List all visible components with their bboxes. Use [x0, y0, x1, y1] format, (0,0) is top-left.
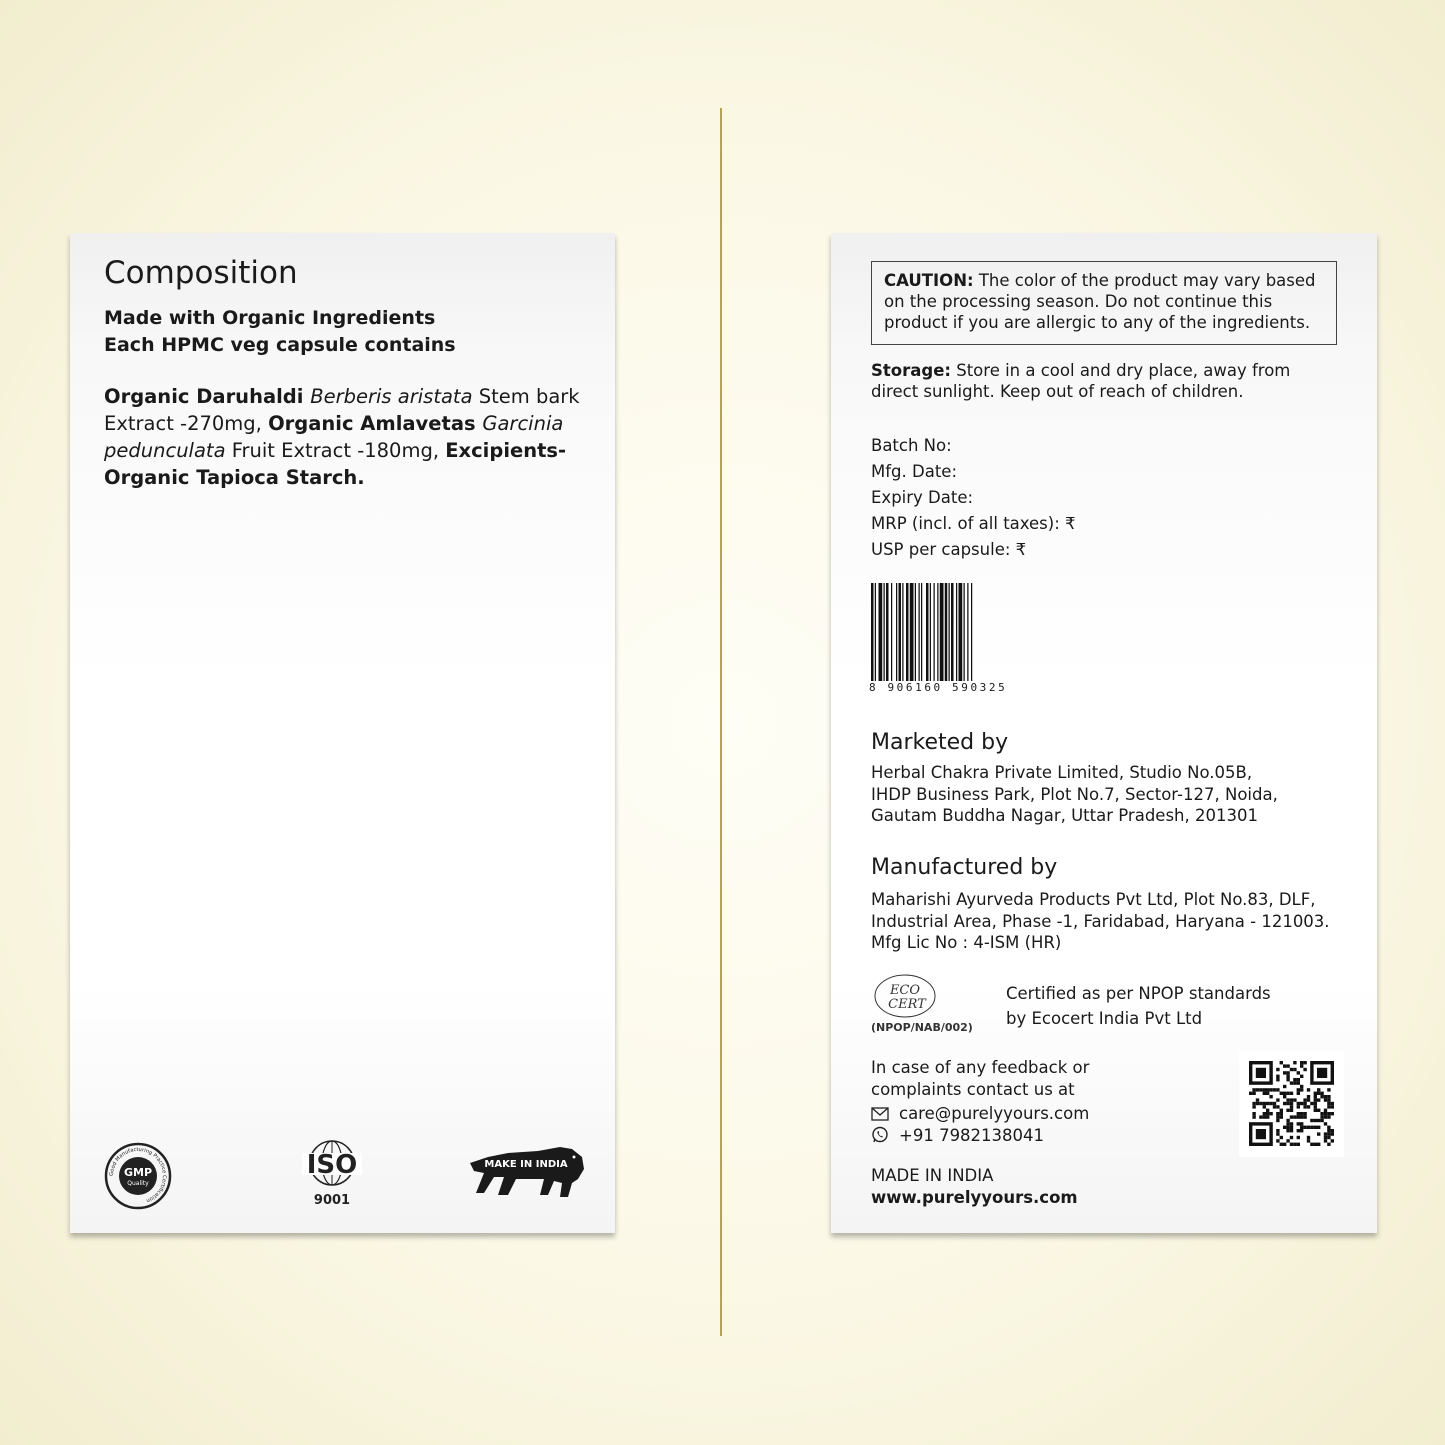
ecocert-logo-text-2: CERT [888, 997, 926, 1012]
barcode-number: 8 906160 590325 [869, 681, 1019, 695]
cert-line-2: by Ecocert India Pvt Ltd [1006, 1009, 1203, 1028]
batch-no: Batch No: [871, 436, 952, 455]
feedback-text [871, 1057, 1089, 1100]
qr-code-icon[interactable] [1239, 1051, 1344, 1157]
cert-line-1: Certified as per NPOP standards [1006, 984, 1271, 1003]
manufactured-line-3: Mfg Lic No : 4-ISM (HR) [871, 933, 1062, 952]
website-link[interactable]: www.purelyyours.com [871, 1188, 1078, 1207]
ecocert-logo-text-1: ECO [889, 983, 921, 998]
ingredient-1-name: Organic Daruhaldi [104, 385, 311, 408]
organic-line: Made with Organic Ingredients [104, 307, 436, 329]
iso-text: ISO [306, 1150, 358, 1180]
marketed-line-1: Herbal Chakra Private Limited, Studio No.05B, [871, 763, 1253, 782]
info-panel [831, 233, 1377, 1233]
usp-per-capsule: USP per capsule: ₹ [871, 540, 1027, 559]
ingredient-1-detail: Stem bark Extract -270mg, [104, 385, 580, 435]
manufactured-by-title: Manufactured by [871, 855, 1058, 880]
storage-label: Storage: [871, 361, 951, 380]
manufactured-by-address [871, 889, 1351, 954]
ingredients-text [104, 383, 589, 491]
phone-row[interactable] [871, 1125, 1089, 1147]
mrp: MRP (incl. of all taxes): ₹ [871, 514, 1076, 533]
gmp-badge-icon [104, 1142, 172, 1210]
feedback-line-2: complaints contact us at [871, 1079, 1075, 1099]
ingredient-1-latin: Berberis aristata [310, 385, 473, 408]
ingredient-2-name: Organic Amlavetas [268, 412, 483, 435]
caution-box [871, 261, 1337, 345]
composition-title: Composition [104, 255, 298, 291]
manufactured-line-1: Maharishi Ayurveda Products Pvt Ltd, Plot No.83, DLF, [871, 890, 1316, 909]
barcode-bars-icon [869, 583, 1019, 695]
email-row[interactable] [871, 1103, 1089, 1125]
gmp-ring-text: Good Manufacturing Practice Certification [108, 1146, 168, 1204]
capsule-line: Each HPMC veg capsule contains [104, 334, 456, 356]
mfg-date: Mfg. Date: [871, 462, 958, 481]
made-in-india-text: MADE IN INDIA [871, 1166, 994, 1185]
composition-subtitle [104, 305, 456, 359]
make-in-india-lion-icon [468, 1143, 586, 1199]
iso-number: 9001 [313, 1193, 351, 1208]
excipients: Excipients- Organic Tapioca Starch. [104, 439, 567, 489]
marketed-line-2: IHDP Business Park, Plot No.7, Sector-127, Noida, [871, 784, 1278, 804]
expiry-date: Expiry Date: [871, 488, 974, 507]
batch-fields [871, 433, 1076, 563]
feedback-line-1: In case of any feedback or [871, 1058, 1090, 1077]
ingredient-2-latin: Garcinia pedunculata [104, 412, 564, 462]
ecocert-reg: (NPOP/NAB/002) [871, 1021, 973, 1034]
certification-text [1006, 981, 1271, 1031]
iso-globe-icon [298, 1133, 366, 1209]
gmp-quality-text: Quality [127, 1180, 149, 1187]
caution-label: CAUTION: [884, 271, 974, 290]
caution-text: The color of the product may vary based on the processing season. Do not continue this product if you are allergic to any of the ingredients. [884, 271, 1316, 332]
center-divider [720, 108, 722, 1336]
storage-text [871, 360, 1341, 402]
storage-instructions: Store in a cool and dry place, away from direct sunlight. Keep out of reach of children. [871, 361, 1291, 401]
composition-panel [70, 233, 615, 1233]
marketed-line-3: Gautam Buddha Nagar, Uttar Pradesh, 201301 [871, 806, 1258, 825]
gmp-text: GMP [123, 1166, 153, 1179]
ecocert-logo-icon [871, 973, 981, 1035]
footer [871, 1165, 1078, 1209]
mail-icon [871, 1107, 889, 1121]
barcode [869, 583, 1019, 695]
ingredient-2-detail: Fruit Extract -180mg, [225, 439, 446, 462]
phone-number[interactable]: +91 7982138041 [899, 1125, 1045, 1145]
make-in-india-text: MAKE IN INDIA [484, 1159, 568, 1170]
marketed-by-title: Marketed by [871, 730, 1009, 755]
marketed-by-address [871, 762, 1351, 827]
manufactured-line-2: Industrial Area, Phase -1, Faridabad, Haryana - 121003. [871, 911, 1330, 931]
email-link[interactable]: care@purelyyours.com [899, 1104, 1090, 1123]
contact-info [871, 1103, 1089, 1146]
whatsapp-icon [871, 1126, 889, 1144]
